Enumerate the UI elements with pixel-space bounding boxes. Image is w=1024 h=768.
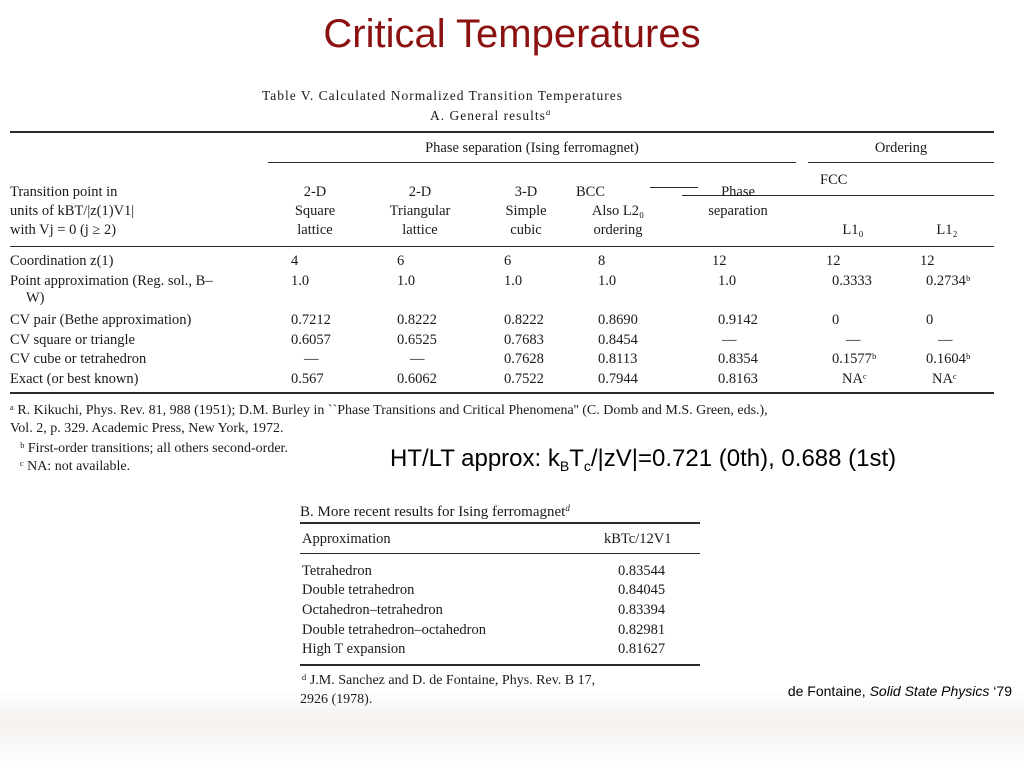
group-phase-header: Phase separation (Ising ferromagnet) bbox=[425, 140, 639, 156]
col-header-triangular: 2-D Triangular lattice bbox=[389, 184, 451, 238]
group-ordering-rule bbox=[808, 162, 994, 163]
table-a-bottom-rule bbox=[10, 392, 994, 394]
group-fcc-header: FCC bbox=[820, 172, 848, 188]
stub-line-3: with Vj = 0 (j ≥ 2) bbox=[10, 222, 117, 238]
slide-title: Critical Temperatures bbox=[323, 12, 701, 56]
footnote-b: ᵇ First-order transitions; all others second-order. bbox=[20, 441, 288, 456]
group-ordering-header: Ordering bbox=[874, 140, 928, 156]
table-a-subcaption-mark: a bbox=[545, 107, 552, 117]
bottom-background-band bbox=[0, 690, 1024, 768]
table-b-col-approximation: Approximation bbox=[302, 531, 391, 547]
footnote-d-line-1: ᵈ J.M. Sanchez and D. de Fontaine, Phys. Rev. B 17, bbox=[302, 673, 596, 688]
table-a-subcaption-text: A. General results bbox=[430, 108, 546, 123]
source-credit: de Fontaine, Solid State Physics ‘79 bbox=[787, 683, 1012, 699]
table-b-header-rule bbox=[300, 553, 700, 554]
table-a-subcaption bbox=[430, 107, 551, 124]
table-a-header-rule bbox=[10, 246, 994, 247]
table-b-top-rule bbox=[300, 522, 700, 524]
table-a-caption: Table V. Calculated Normalized Transition Temperatures bbox=[262, 88, 624, 103]
footnote-c: ᶜ NA: not available. bbox=[20, 459, 131, 474]
table-a-top-rule bbox=[10, 131, 994, 133]
col-header-simple-cubic: 3-D Simple cubic bbox=[505, 184, 547, 238]
group-phase-rule bbox=[268, 162, 796, 163]
table-b-bottom-rule bbox=[300, 664, 700, 666]
col-header-fcc-phase: Phase separation bbox=[708, 184, 768, 219]
col-header-l12: L1₂ bbox=[936, 222, 958, 238]
footnote-a-line-2: Vol. 2, p. 329. Academic Press, New York, 1972. bbox=[10, 421, 284, 436]
ht-lt-approx-note: HT/LT approx: $k_BT_c/|zV|=0.721$ (0th), 0.688 (1st) bbox=[390, 445, 897, 474]
stub-line-1: Transition point in bbox=[10, 184, 118, 200]
col-header-square: 2-D Square lattice bbox=[294, 184, 336, 238]
col-header-bcc: BCC Also L2₀ ordering bbox=[576, 184, 645, 238]
footnote-a-line-1: ᵃ R. Kikuchi, Phys. Rev. 81, 988 (1951); D.M. Burley in ``Phase Transitions and Critical Phenomena'' (C. Domb and M.S. Green, eds.), bbox=[10, 403, 768, 418]
table-b-col-value: kBTc/12V1 bbox=[604, 531, 672, 547]
table-b-caption: B. More recent results for Ising ferromagnet$^d$ bbox=[300, 503, 570, 520]
stub-header bbox=[10, 183, 134, 240]
stub-line-2: units of kBT/|z(1)V1| bbox=[10, 203, 135, 219]
footnote-d-line-2: 2926 (1978). bbox=[300, 692, 373, 707]
col-header-l10: L1₀ bbox=[842, 222, 864, 238]
